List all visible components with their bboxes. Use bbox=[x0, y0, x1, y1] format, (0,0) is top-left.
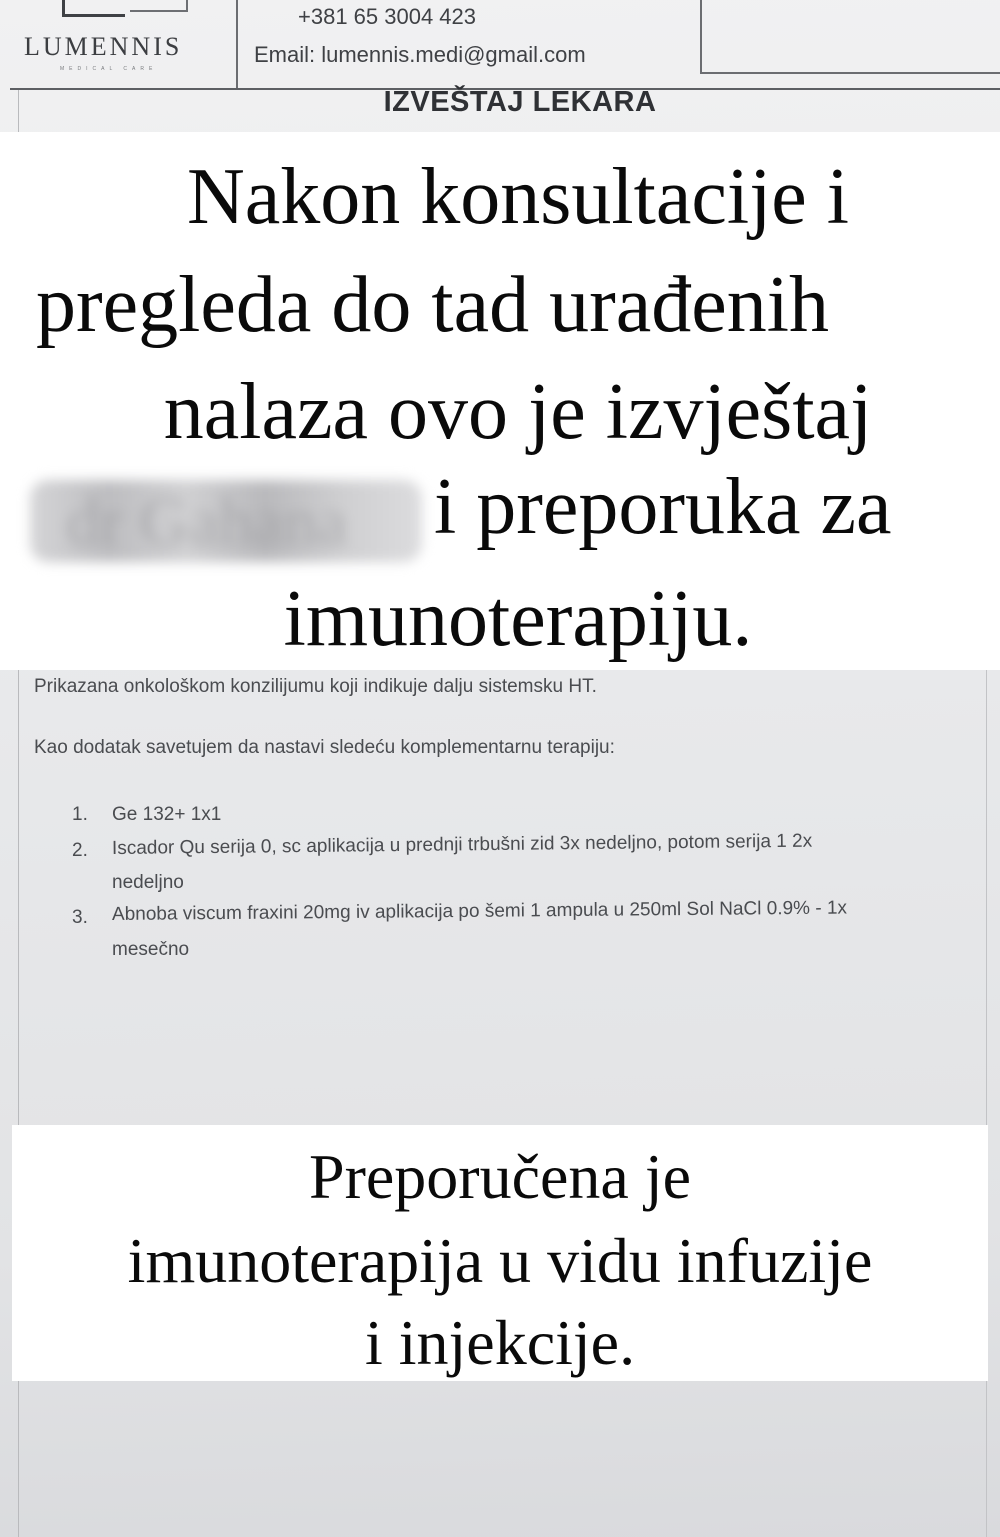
list-number: 1. bbox=[72, 804, 88, 825]
caption-line: nalaza ovo je izvještaj bbox=[163, 368, 873, 456]
list-item-text: Ge 132+ 1x1 bbox=[112, 804, 222, 825]
clinic-phone: +381 65 3004 423 bbox=[298, 4, 477, 29]
caption-overlay-bottom bbox=[12, 1125, 988, 1381]
list-item-text: nedeljno bbox=[112, 872, 184, 893]
list-item-text: Iscador Qu serija 0, sc aplikacija u prednji trbušni zid 3x nedeljno, potom serija 1 2x bbox=[111, 830, 813, 859]
list-item-text: mesečno bbox=[112, 939, 190, 960]
caption-overlay-top bbox=[0, 132, 1000, 670]
caption-line-tail: i preporuka za bbox=[434, 463, 892, 551]
caption-line: imunoterapija u vidu infuzije bbox=[127, 1225, 873, 1296]
blurred-name-text: dr Gahana bbox=[66, 483, 348, 559]
clinic-logo-text: LUMENNIS bbox=[24, 32, 183, 61]
caption-line: Nakon konsultacije i bbox=[186, 153, 850, 241]
list-item-text: Abnoba viscum fraxini 20mg iv aplikacija po šemi 1 ampula u 250ml Sol NaCl 0.9% - 1x bbox=[111, 897, 848, 925]
header-divider bbox=[700, 72, 1000, 74]
logo-mark bbox=[62, 0, 125, 17]
caption-line: pregleda do tad urađenih bbox=[36, 261, 830, 349]
list-number: 2. bbox=[72, 840, 88, 861]
header-divider bbox=[700, 0, 702, 72]
clinic-email: Email: lumennis.medi@gmail.com bbox=[254, 42, 586, 67]
clinic-logo-subtext: MEDICAL CARE bbox=[60, 66, 158, 72]
report-recommendation: Kao dodatak savetujem da nastavi sledeću komplementarnu terapiju: bbox=[34, 737, 615, 758]
logo-mark-accent bbox=[130, 0, 188, 12]
caption-line: i injekcije. bbox=[364, 1307, 636, 1378]
blurred-doctor-name bbox=[30, 480, 422, 562]
caption-line: imunoterapiju. bbox=[283, 575, 753, 663]
caption-line: Preporučena je bbox=[308, 1141, 692, 1212]
report-intro: Prikazana onkološkom konzilijumu koji indikuje dalju sistemsku HT. bbox=[34, 676, 597, 697]
report-title: IZVEŠTAJ LEKARA bbox=[383, 86, 657, 118]
list-number: 3. bbox=[72, 907, 88, 928]
paper-margin-line-right bbox=[986, 670, 987, 1537]
header-divider bbox=[236, 0, 238, 90]
